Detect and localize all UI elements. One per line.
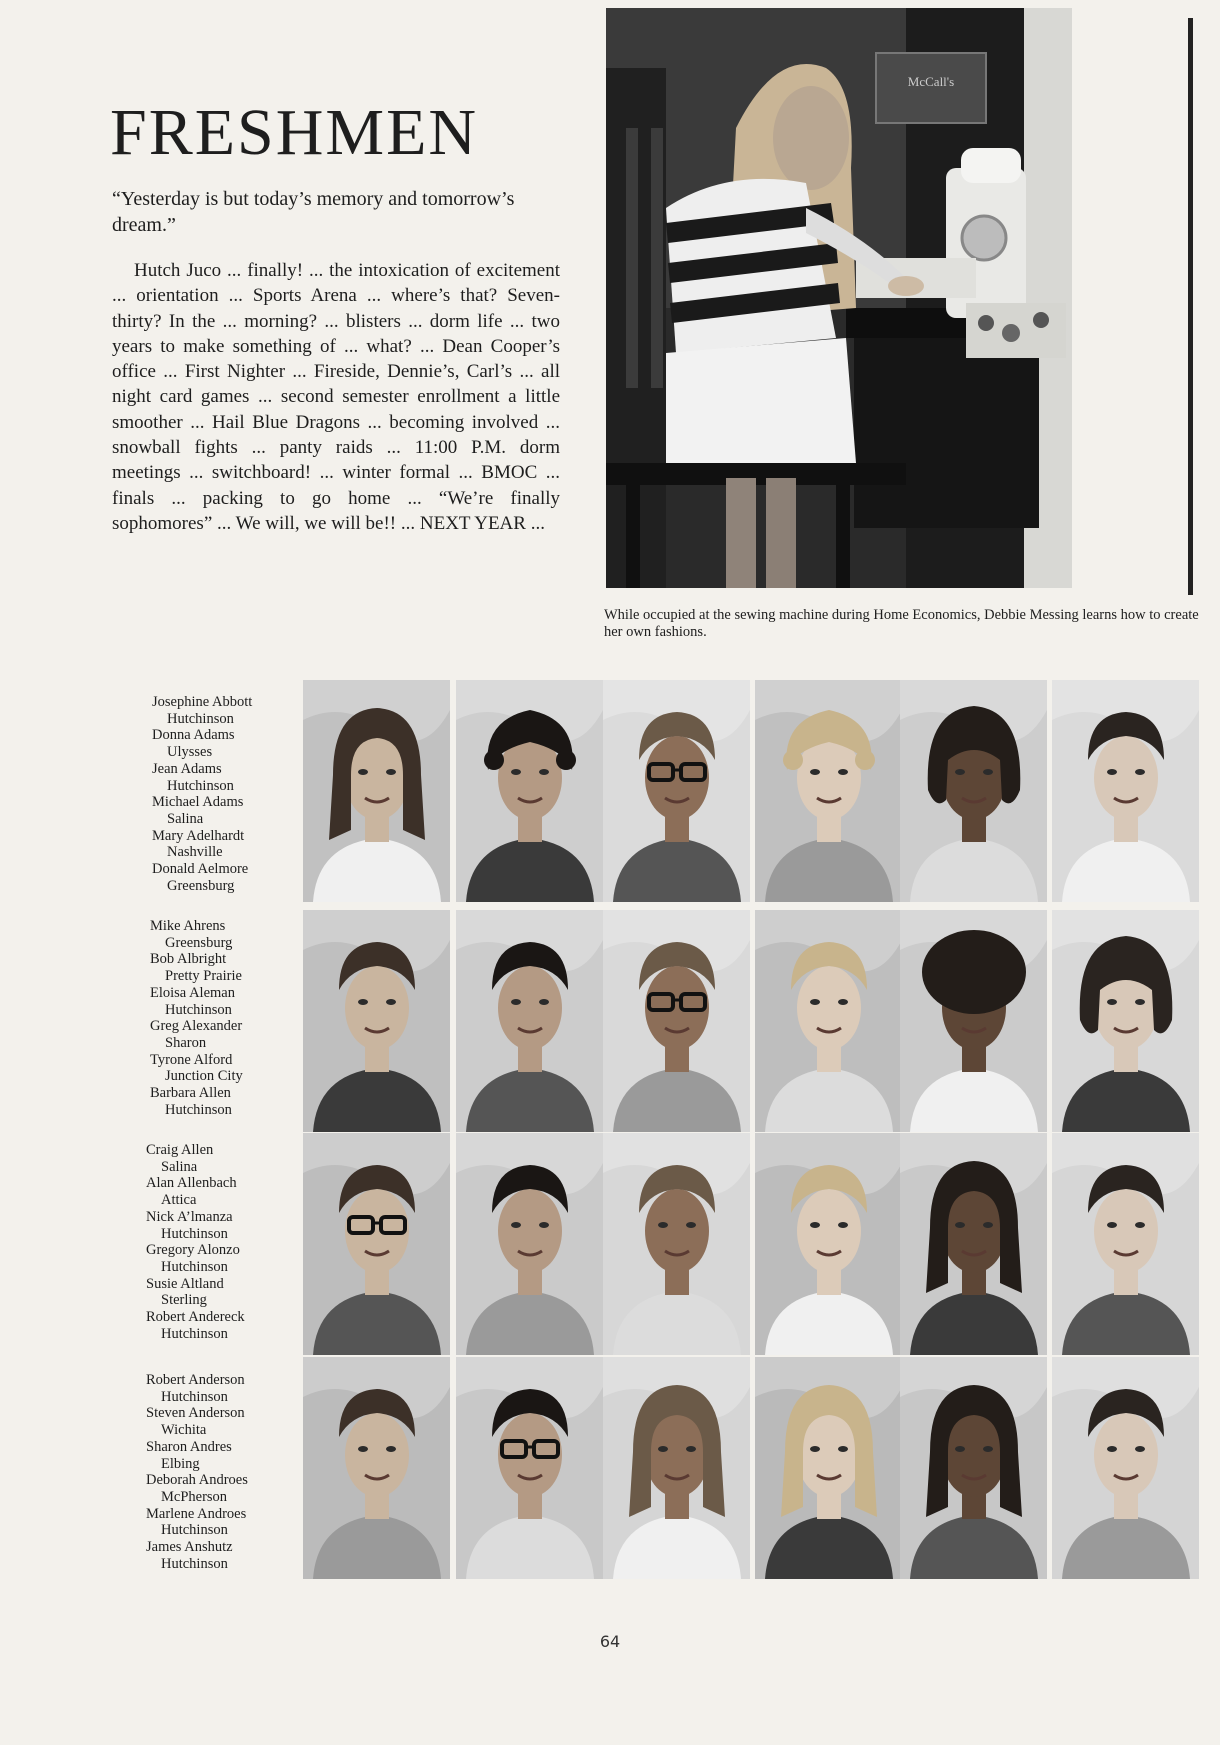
student-portrait: [456, 1357, 603, 1579]
student-name: Marlene Androes: [146, 1505, 247, 1522]
photo-edge-rule: [1188, 18, 1193, 595]
portrait-photo: [755, 680, 902, 902]
student-hometown: Hutchinson: [161, 1388, 228, 1405]
portrait-photo: [900, 680, 1047, 902]
student-name: Tyrone Alford: [150, 1051, 233, 1068]
intro-paragraph: Hutch Juco ... finally! ... the intoxication of excitement ... orientation ... Sports Arena ... where’s that? Seven-thirty? In the ... morning? ... blisters ... dorm life ... two years to make something of ... what? ... Dean Cooper’s office ... First Nighter ... Fireside, Dennie’s, Carl’s ... all night card games ... second semester enrollment a little smoother ... Hail Blue Dragons ... becoming involved ... snowball fights ... panty raids ... 11:00 P.M. dorm meetings ... switchboard! ... winter formal ... BMOC ... finals ... packing to go home ... “We’re finally sophomores” ... We will, we will be!! ... NEXT YEAR ...: [112, 260, 560, 534]
student-portrait: [900, 910, 1047, 1132]
portrait-photo: [456, 910, 603, 1132]
student-portrait: [303, 1357, 450, 1579]
student-portrait: [900, 680, 1047, 902]
portrait-photo: [900, 1357, 1047, 1579]
portrait-photo: [1052, 1133, 1199, 1355]
sewing-scene-illustration: [606, 8, 1072, 588]
student-portrait: [900, 1357, 1047, 1579]
portrait-photo: [303, 1357, 450, 1579]
name-block: [152, 694, 302, 894]
student-hometown: Pretty Prairie: [165, 968, 242, 985]
student-portrait: [603, 680, 750, 902]
student-name: Sharon Andres: [146, 1438, 232, 1455]
portrait-photo: [755, 1133, 902, 1355]
student-portrait: [755, 910, 902, 1132]
student-hometown: Salina: [161, 1158, 198, 1175]
student-hometown: Nashville: [167, 844, 223, 861]
portrait-photo: [456, 1133, 603, 1355]
photo-sign-text: McCall's: [907, 74, 955, 89]
name-block: [150, 918, 300, 1118]
student-portrait: [456, 680, 603, 902]
student-name: Barbara Allen: [150, 1085, 231, 1102]
portrait-photo: [603, 1357, 750, 1579]
portrait-photo: [900, 1133, 1047, 1355]
name-block: [146, 1372, 296, 1572]
student-hometown: McPherson: [161, 1488, 228, 1505]
student-hometown: Salina: [167, 810, 204, 827]
student-hometown: Hutchinson: [165, 1001, 232, 1018]
portrait-photo: [303, 910, 450, 1132]
student-name: James Anshutz: [146, 1539, 233, 1556]
student-name: Donna Adams: [152, 727, 235, 744]
student-hometown: Hutchinson: [167, 777, 234, 794]
student-portrait: [755, 1357, 902, 1579]
student-name: Greg Alexander: [150, 1018, 243, 1035]
student-portrait: [603, 1357, 750, 1579]
student-hometown: Greensburg: [165, 934, 233, 951]
feature-photo-sewing-machine: [606, 8, 1072, 588]
student-portrait: [1052, 1357, 1199, 1579]
student-hometown: Hutchinson: [165, 1101, 232, 1118]
student-hometown: Sterling: [161, 1292, 207, 1309]
student-portrait: [900, 1133, 1047, 1355]
student-name: Eloisa Aleman: [150, 984, 235, 1001]
student-portrait: [1052, 680, 1199, 902]
student-hometown: Wichita: [161, 1422, 207, 1439]
portrait-photo: [603, 680, 750, 902]
student-portrait: [1052, 910, 1199, 1132]
portrait-photo: [603, 1133, 750, 1355]
student-name: Gregory Alonzo: [146, 1242, 240, 1259]
student-hometown: Hutchinson: [161, 1325, 228, 1342]
student-portrait: [603, 910, 750, 1132]
student-name: Michael Adams: [152, 794, 244, 811]
page-title: FRESHMEN: [110, 96, 479, 169]
portrait-photo: [1052, 910, 1199, 1132]
student-name: Robert Anderson: [146, 1372, 245, 1388]
student-portrait: [303, 1133, 450, 1355]
student-name: Donald Aelmore: [152, 861, 249, 878]
student-name: Josephine Abbott: [152, 694, 253, 710]
student-name: Craig Allen: [146, 1142, 214, 1158]
student-hometown: Sharon: [165, 1034, 207, 1051]
student-portrait: [303, 680, 450, 902]
student-name: Mary Adelhardt: [152, 827, 245, 844]
student-name: Mike Ahrens: [150, 918, 226, 934]
student-hometown: Attica: [161, 1192, 197, 1209]
portrait-photo: [303, 1133, 450, 1355]
student-name: Nick A’lmanza: [146, 1208, 233, 1225]
portrait-photo: [1052, 1357, 1199, 1579]
student-portrait: [456, 910, 603, 1132]
portrait-photo: [755, 1357, 902, 1579]
portrait-photo: [900, 910, 1047, 1132]
student-hometown: Elbing: [161, 1455, 200, 1472]
student-portrait: [456, 1133, 603, 1355]
student-hometown: Hutchinson: [167, 710, 234, 727]
student-hometown: Junction City: [165, 1068, 243, 1085]
portrait-photo: [603, 910, 750, 1132]
student-hometown: Hutchinson: [161, 1555, 228, 1572]
student-hometown: Greensburg: [167, 877, 235, 894]
student-hometown: Hutchinson: [161, 1522, 228, 1539]
page-number: 64: [599, 1632, 621, 1651]
portrait-photo: [456, 1357, 603, 1579]
student-hometown: Hutchinson: [161, 1225, 228, 1242]
student-name: Jean Adams: [152, 760, 222, 777]
student-hometown: Ulysses: [167, 744, 213, 761]
epigraph-quote: “Yesterday is but today’s memory and tomorrow’s dream.”: [112, 188, 515, 236]
student-portrait: [303, 910, 450, 1132]
student-portrait: [755, 680, 902, 902]
student-name: Alan Allenbach: [146, 1175, 237, 1192]
portrait-photo: [303, 680, 450, 902]
student-name: Robert Andereck: [146, 1309, 245, 1326]
student-name: Susie Altland: [146, 1275, 224, 1292]
portrait-photo: [1052, 680, 1199, 902]
student-hometown: Hutchinson: [161, 1258, 228, 1275]
student-portrait: [1052, 1133, 1199, 1355]
portrait-photo: [456, 680, 603, 902]
student-portrait: [603, 1133, 750, 1355]
photo-caption: While occupied at the sewing machine during Home Economics, Debbie Messing learns how to create her own fashions.: [604, 607, 1199, 640]
student-portrait: [755, 1133, 902, 1355]
student-name: Steven Anderson: [146, 1405, 245, 1422]
student-name: Deborah Androes: [146, 1472, 248, 1489]
name-block: [146, 1142, 296, 1342]
student-name: Bob Albright: [150, 951, 227, 968]
portrait-photo: [755, 910, 902, 1132]
